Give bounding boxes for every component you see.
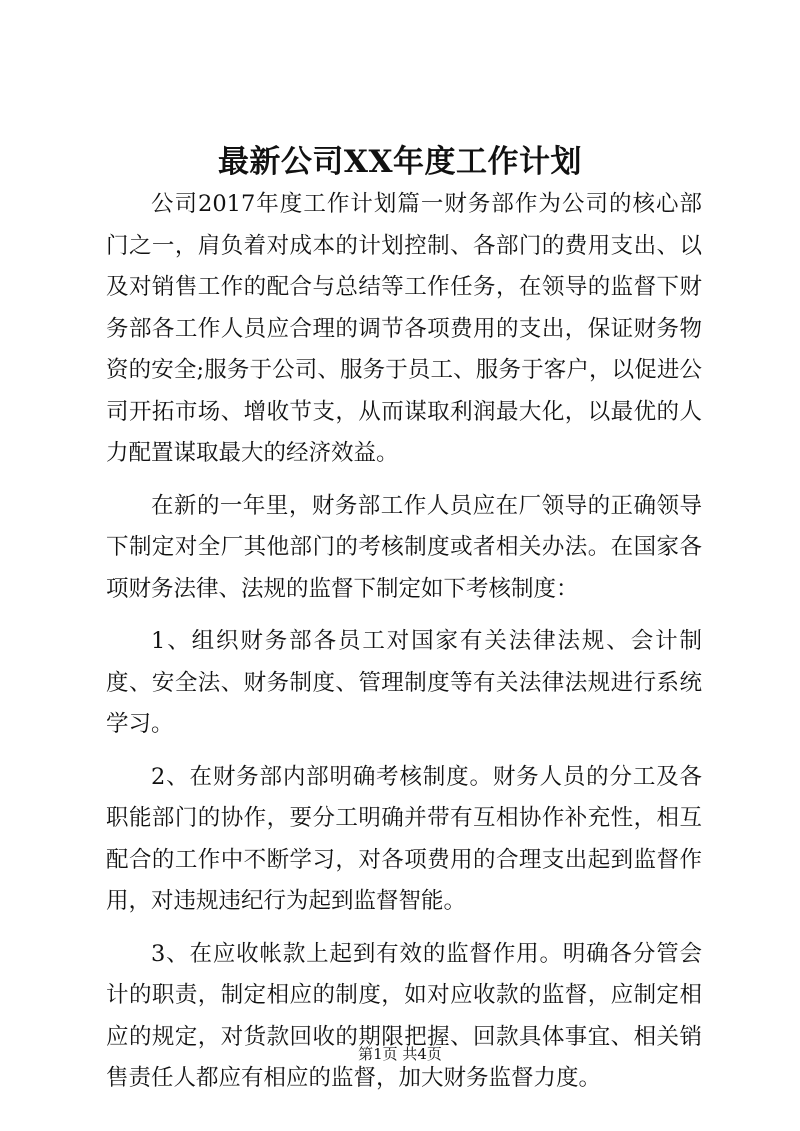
paragraph-4: 2、在财务部内部明确考核制度。财务人员的分工及各职能部门的协作，要分工明确并带有互相协作补充性，相互配合的工作中不断学习，对各项费用的合理支出起到监督作用，对违规违纪行为起到监督智能。: [106, 763, 702, 914]
document-body: [106, 184, 702, 1111]
page-number-footer: 第1页 共4页: [358, 1045, 442, 1063]
paragraph-2: 在新的一年里，财务部工作人员应在厂领导的正确领导下制定对全厂其他部门的考核制度或者相关办法。在国家各项财务法律、法规的监督下制定如下考核制度：: [106, 492, 702, 602]
paragraph-1: 公司2017年度工作计划篇一财务部作为公司的核心部门之一，肩负着对成本的计划控制、各部门的费用支出、以及对销售工作的配合与总结等工作任务，在领导的监督下财务部各工作人员应合理的调节各项费用的支出，保证财务物资的安全;服务于公司、服务于员工、服务于客户，以促进公司开拓市场、增收节支，从而谋取利润最大化，以最优的人力配置谋取最大的经济效益。: [106, 191, 702, 466]
paragraph-5: 3、在应收帐款上起到有效的监督作用。明确各分管会计的职责，制定相应的制度，如对应收款的监督，应制定相应的规定，对货款回收的期限把握、回款具体事宜、相关销售责任人都应有相应的监督，加大财务监督力度。: [106, 940, 702, 1091]
paragraph-3: 1、组织财务部各员工对国家有关法律法规、会计制度、安全法、财务制度、管理制度等有关法律法规进行系统学习。: [106, 628, 702, 737]
document-title: 最新公司XX年度工作计划: [217, 144, 583, 180]
